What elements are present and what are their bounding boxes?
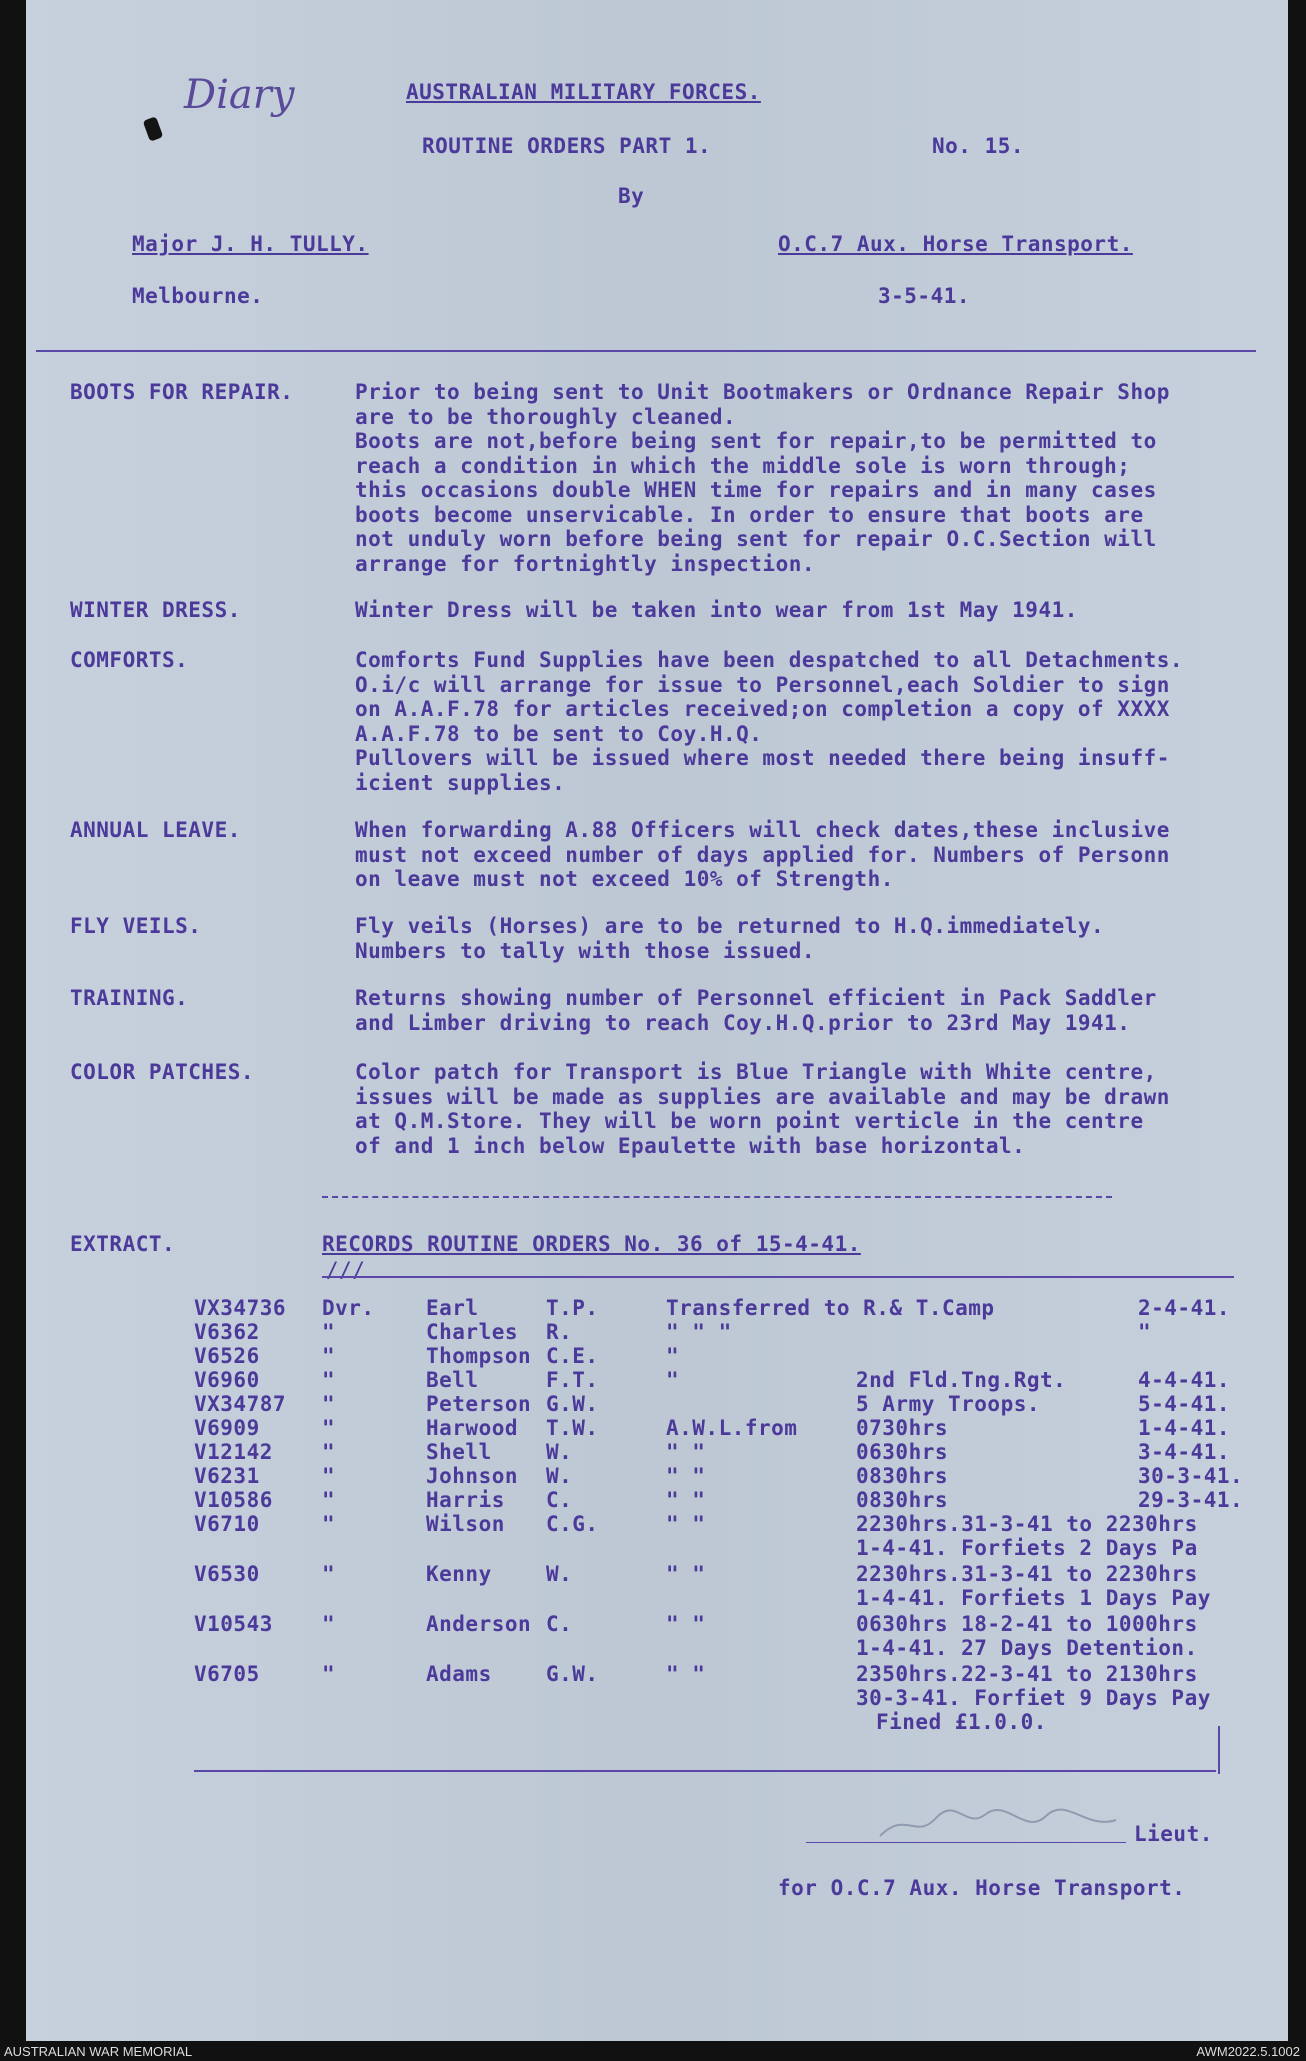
orders-number: No. 15. bbox=[932, 134, 1025, 158]
record-num: VX34736 bbox=[194, 1296, 287, 1320]
document-sheet bbox=[26, 0, 1288, 2041]
record-mid: " bbox=[666, 1368, 680, 1392]
section-label: COLOR PATCHES. bbox=[70, 1060, 255, 1084]
record-date: 2-4-41. bbox=[1138, 1296, 1231, 1320]
body-line: icient supplies. bbox=[355, 770, 566, 795]
record-name: Anderson bbox=[426, 1612, 532, 1636]
body-line: Numbers to tally with those issued. bbox=[355, 938, 816, 963]
record-name: Shell bbox=[426, 1440, 492, 1464]
record-init: W. bbox=[546, 1562, 573, 1586]
record-rank: " bbox=[322, 1612, 336, 1636]
record-detail: 0630hrs 18-2-41 to 1000hrs bbox=[856, 1612, 1198, 1636]
record-num: V6526 bbox=[194, 1344, 260, 1368]
record-mid: " " bbox=[666, 1662, 706, 1686]
record-continuation: 1-4-41. Forfiets 1 Days Pay bbox=[856, 1586, 1211, 1610]
signature-rank: Lieut. bbox=[1134, 1822, 1213, 1846]
body-line: not unduly worn before being sent for repair O.C.Section will bbox=[355, 527, 1157, 551]
body-line: Boots are not,before being sent for repair,to be permitted to bbox=[355, 429, 1157, 453]
body-line: Returns showing number of Personnel efficient in Pack Saddler bbox=[355, 986, 1157, 1010]
record-rank: " bbox=[322, 1344, 336, 1368]
record-continuation: 1-4-41. Forfiets 2 Days Pa bbox=[856, 1536, 1198, 1560]
body-line: When forwarding A.88 Officers will check dates,these inclusive bbox=[355, 818, 1170, 842]
body-line: Fly veils (Horses) are to be returned to H.Q.immediately. bbox=[355, 914, 1105, 938]
section-body bbox=[355, 986, 1305, 1035]
section-label: WINTER DRESS. bbox=[70, 598, 241, 622]
archive-footer bbox=[0, 2041, 1306, 2061]
section-label: ANNUAL LEAVE. bbox=[70, 818, 241, 842]
record-num: V6362 bbox=[194, 1320, 260, 1344]
record-mid: A.W.L.from bbox=[666, 1416, 798, 1440]
body-line: Winter Dress will be taken into wear from 1st May 1941. bbox=[355, 598, 1078, 622]
orders-title: ROUTINE ORDERS PART 1. bbox=[422, 134, 712, 158]
record-mid: " " bbox=[666, 1440, 706, 1464]
order-date: 3-5-41. bbox=[878, 284, 971, 308]
record-name: Kenny bbox=[426, 1562, 492, 1586]
body-line: and Limber driving to reach Coy.H.Q.prior to 23rd May 1941. bbox=[355, 1010, 1131, 1035]
record-name: Charles bbox=[426, 1320, 519, 1344]
record-name: Johnson bbox=[426, 1464, 519, 1488]
section-label: COMFORTS. bbox=[70, 648, 189, 672]
section-body bbox=[355, 914, 1305, 963]
record-init: F.T. bbox=[546, 1368, 599, 1392]
body-line: Comforts Fund Supplies have been despatched to all Detachments. bbox=[355, 648, 1184, 672]
record-date: " bbox=[1138, 1320, 1152, 1344]
extract-rule bbox=[322, 1276, 1234, 1278]
records-end-rule bbox=[194, 1770, 1216, 1772]
record-rank: " bbox=[322, 1562, 336, 1586]
body-line: Pullovers will be issued where most needed there being insuff- bbox=[355, 746, 1170, 770]
record-num: V6231 bbox=[194, 1464, 260, 1488]
record-rank: " bbox=[322, 1368, 336, 1392]
record-init: W. bbox=[546, 1464, 573, 1488]
record-name: Peterson bbox=[426, 1392, 532, 1416]
officer-name: Major J. H. TULLY. bbox=[132, 232, 369, 256]
record-mid: " " bbox=[666, 1488, 706, 1512]
footer-source: AUSTRALIAN WAR MEMORIAL bbox=[4, 2044, 193, 2059]
record-init: G.W. bbox=[546, 1392, 599, 1416]
punch-hole-mark bbox=[143, 116, 164, 141]
section-body bbox=[355, 380, 1305, 576]
record-detail: 0730hrs bbox=[856, 1416, 949, 1440]
record-mid: " " bbox=[666, 1464, 706, 1488]
record-detail: 5 Army Troops. bbox=[856, 1392, 1041, 1416]
body-line: must not exceed number of days applied for. Numbers of Personn bbox=[355, 842, 1170, 867]
body-line: arrange for fortnightly inspection. bbox=[355, 551, 816, 576]
record-init: T.W. bbox=[546, 1416, 599, 1440]
section-label: BOOTS FOR REPAIR. bbox=[70, 380, 294, 404]
section-body bbox=[355, 648, 1305, 795]
margin-bracket bbox=[1218, 1726, 1220, 1774]
record-date: 1-4-41. bbox=[1138, 1416, 1231, 1440]
footer-reference: AWM2022.5.1002 bbox=[1196, 2044, 1300, 2059]
body-line: Color patch for Transport is Blue Triangle with White centre, bbox=[355, 1060, 1157, 1084]
unit-name: O.C.7 Aux. Horse Transport. bbox=[778, 232, 1133, 256]
record-mid: " " bbox=[666, 1562, 706, 1586]
body-line: this occasions double WHEN time for repairs and in many cases bbox=[355, 478, 1157, 502]
record-date: 4-4-41. bbox=[1138, 1368, 1231, 1392]
record-continuation: 1-4-41. 27 Days Detention. bbox=[856, 1636, 1198, 1660]
section-body bbox=[355, 598, 1305, 623]
record-detail: 0830hrs bbox=[856, 1488, 949, 1512]
body-line: A.A.F.78 to be sent to Coy.H.Q. bbox=[355, 721, 763, 746]
body-line: issues will be made as supplies are available and may be drawn bbox=[355, 1084, 1170, 1109]
record-detail: 2230hrs.31-3-41 to 2230hrs bbox=[856, 1562, 1198, 1586]
record-detail: 2350hrs.22-3-41 to 2130hrs bbox=[856, 1662, 1198, 1686]
record-rank: " bbox=[322, 1392, 336, 1416]
record-num: V6909 bbox=[194, 1416, 260, 1440]
record-date: 3-4-41. bbox=[1138, 1440, 1231, 1464]
body-line: O.i/c will arrange for issue to Personnel,each Soldier to sign bbox=[355, 672, 1170, 697]
record-detail: 0830hrs bbox=[856, 1464, 949, 1488]
record-init: T.P. bbox=[546, 1296, 599, 1320]
scribble-mark: /// bbox=[326, 1258, 366, 1282]
body-line: are to be thoroughly cleaned. bbox=[355, 404, 737, 429]
extract-label: EXTRACT. bbox=[70, 1232, 176, 1256]
record-mid: Transferred to R.& T.Camp bbox=[666, 1296, 995, 1320]
body-line: reach a condition in which the middle sole is worn through; bbox=[355, 453, 1131, 478]
body-line: Prior to being sent to Unit Bootmakers or Ordnance Repair Shop bbox=[355, 380, 1170, 404]
record-num: V6960 bbox=[194, 1368, 260, 1392]
record-num: V10543 bbox=[194, 1612, 273, 1636]
record-rank: " bbox=[322, 1662, 336, 1686]
signature-for-line: for O.C.7 Aux. Horse Transport. bbox=[778, 1876, 1186, 1900]
record-rank: " bbox=[322, 1464, 336, 1488]
record-num: VX34787 bbox=[194, 1392, 287, 1416]
record-init: G.W. bbox=[546, 1662, 599, 1686]
section-body bbox=[355, 818, 1305, 892]
record-rank: " bbox=[322, 1440, 336, 1464]
record-num: V10586 bbox=[194, 1488, 273, 1512]
record-date: 5-4-41. bbox=[1138, 1392, 1231, 1416]
record-continuation: 30-3-41. Forfiet 9 Days Pay bbox=[856, 1686, 1211, 1710]
body-line: on A.A.F.78 for articles received;on completion a copy of XXXX bbox=[355, 697, 1170, 721]
record-name: Bell bbox=[426, 1368, 479, 1392]
section-divider bbox=[322, 1196, 1112, 1198]
record-init: C. bbox=[546, 1612, 573, 1636]
record-init: C. bbox=[546, 1488, 573, 1512]
extract-heading: RECORDS ROUTINE ORDERS No. 36 of 15-4-41. bbox=[322, 1232, 861, 1256]
by-line: By bbox=[618, 184, 645, 208]
record-num: V6705 bbox=[194, 1662, 260, 1686]
record-rank: " bbox=[322, 1320, 336, 1344]
record-init: C.E. bbox=[546, 1344, 599, 1368]
record-detail: 0630hrs bbox=[856, 1440, 949, 1464]
section-body bbox=[355, 1060, 1305, 1158]
record-name: Harris bbox=[426, 1488, 505, 1512]
record-name: Earl bbox=[426, 1296, 479, 1320]
record-detail: 2230hrs.31-3-41 to 2230hrs bbox=[856, 1512, 1198, 1536]
record-num: V6530 bbox=[194, 1562, 260, 1586]
record-mid: " " " bbox=[666, 1320, 732, 1344]
record-rank: " bbox=[322, 1488, 336, 1512]
record-continuation: Fined £1.0.0. bbox=[876, 1710, 1047, 1734]
body-line: of and 1 inch below Epaulette with base horizontal. bbox=[355, 1133, 1026, 1158]
header-rule bbox=[36, 350, 1256, 352]
body-line: on leave must not exceed 10% of Strength. bbox=[355, 867, 894, 891]
record-init: C.G. bbox=[546, 1512, 599, 1536]
record-mid: " bbox=[666, 1344, 680, 1368]
signature-handwritten bbox=[876, 1800, 1126, 1856]
record-mid: " " bbox=[666, 1612, 706, 1636]
signature-scribble-icon bbox=[876, 1800, 1126, 1848]
record-name: Harwood bbox=[426, 1416, 519, 1440]
record-date: 29-3-41. bbox=[1138, 1488, 1244, 1512]
body-line: at Q.M.Store. They will be worn point verticle in the centre bbox=[355, 1109, 1144, 1133]
record-mid: " " bbox=[666, 1512, 706, 1536]
margin-note-handwritten: Diary bbox=[184, 72, 295, 118]
document-title: AUSTRALIAN MILITARY FORCES. bbox=[406, 80, 761, 104]
record-name: Adams bbox=[426, 1662, 492, 1686]
record-date: 30-3-41. bbox=[1138, 1464, 1244, 1488]
record-detail: 2nd Fld.Tng.Rgt. bbox=[856, 1368, 1067, 1392]
record-rank: Dvr. bbox=[322, 1296, 375, 1320]
record-rank: " bbox=[322, 1416, 336, 1440]
record-init: W. bbox=[546, 1440, 573, 1464]
record-num: V6710 bbox=[194, 1512, 260, 1536]
record-name: Thompson bbox=[426, 1344, 532, 1368]
section-label: FLY VEILS. bbox=[70, 914, 202, 938]
place: Melbourne. bbox=[132, 284, 264, 308]
signature-line bbox=[806, 1842, 1126, 1843]
record-init: R. bbox=[546, 1320, 573, 1344]
record-rank: " bbox=[322, 1512, 336, 1536]
body-line: boots become unservicable. In order to ensure that boots are bbox=[355, 502, 1144, 527]
record-num: V12142 bbox=[194, 1440, 273, 1464]
section-label: TRAINING. bbox=[70, 986, 189, 1010]
record-name: Wilson bbox=[426, 1512, 505, 1536]
